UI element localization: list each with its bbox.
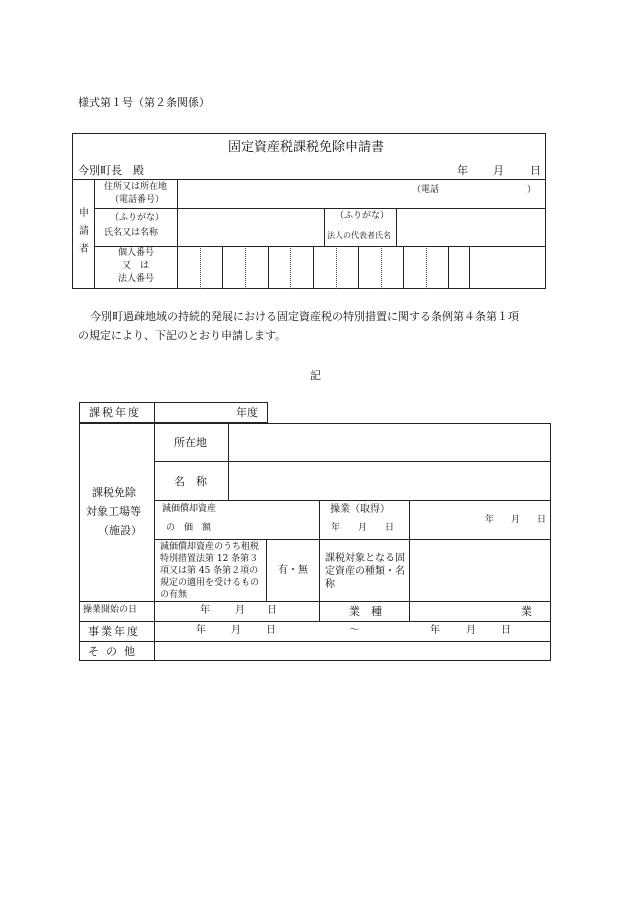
body-text-1: 今別町過疎地域の持続的発展における固定資産税の特別措置に関する条例第４条第１項: [90, 310, 519, 323]
divider: [228, 423, 229, 501]
facility-label-1: 課税免除: [92, 486, 136, 499]
id-digit-sep: [268, 246, 269, 289]
name-label: 氏名又は名称: [104, 228, 159, 238]
id-digit-sep: [200, 246, 201, 289]
divider: [324, 208, 325, 246]
id-digit-sep: [336, 246, 337, 289]
divider: [79, 601, 551, 602]
phone-close: ）: [527, 185, 537, 195]
operation-day: 日: [537, 515, 547, 525]
start-date-label: 操業開始の日: [83, 605, 138, 615]
other-label: その他: [88, 645, 142, 658]
applicant-label-1: 申: [79, 208, 89, 219]
divider: [396, 208, 397, 246]
name-label: 名 称: [174, 475, 207, 488]
id-digit-sep: [448, 246, 449, 289]
tax-year-unit: 年度: [236, 406, 258, 419]
id-digit-sep: [222, 246, 223, 289]
asset-type-label: 課税対象となる固定資産の種類・名称: [325, 553, 405, 590]
applicant-label-3: 者: [79, 244, 89, 255]
id-digit-sep: [381, 246, 382, 289]
operation-ymd: 年 月 日: [331, 523, 395, 533]
divider: [409, 500, 410, 621]
id-digit-sep: [313, 246, 314, 289]
corp-rep-label: 法人の代表者氏名: [327, 231, 391, 240]
business-year-start-month: 月: [231, 625, 241, 636]
divider: [154, 539, 551, 540]
divider: [94, 208, 546, 209]
depreciable-label-1: 減価償却資産: [162, 504, 217, 514]
divider: [154, 500, 551, 501]
id-label-2: 又 は: [122, 261, 150, 271]
date-day-label: 日: [530, 164, 541, 177]
divider: [79, 621, 551, 622]
tax-year-label: 課税年度: [89, 406, 141, 419]
ki-label: 記: [310, 369, 321, 382]
operation-label: 操業（取得）: [330, 504, 390, 515]
id-label-3: 法人番号: [118, 274, 155, 284]
business-year-start-year: 年: [196, 625, 206, 636]
phone-number-label: （電話番号）: [110, 195, 165, 205]
divider: [319, 500, 320, 621]
form-number: 様式第１号（第２条関係）: [78, 96, 210, 109]
divider: [72, 179, 546, 180]
id-digit-sep: [426, 246, 427, 289]
industry-unit: 業: [521, 605, 532, 618]
id-digit-sep: [290, 246, 291, 289]
body-text-2: の規定により、下記のとおり申請します。: [78, 329, 287, 342]
addressee: 今別町長 殿: [78, 164, 144, 177]
industry-label: 業 種: [349, 605, 382, 618]
phone-open: （電話: [412, 185, 440, 195]
business-year-label: 事業年度: [88, 625, 140, 638]
start-month: 月: [235, 605, 245, 616]
furigana-label: （ふりがな）: [110, 213, 165, 223]
start-day: 日: [267, 605, 277, 616]
business-year-end-month: 月: [466, 625, 476, 636]
id-digit-sep: [358, 246, 359, 289]
divider: [154, 461, 551, 462]
business-year-tilde: ～: [349, 625, 359, 636]
address-label: 住所又は所在地: [104, 182, 168, 192]
id-digit-sep: [245, 246, 246, 289]
date-month-label: 月: [493, 164, 504, 177]
business-year-end-day: 日: [501, 625, 511, 636]
facility-label-3: （施設）: [98, 524, 142, 537]
yes-no: 有・無: [278, 565, 308, 576]
divider: [94, 179, 95, 289]
divider: [177, 179, 178, 289]
date-year-label: 年: [457, 164, 468, 177]
divider: [94, 246, 546, 247]
divider: [154, 402, 155, 423]
start-year: 年: [200, 605, 210, 616]
business-year-end-year: 年: [430, 625, 440, 636]
divider: [79, 641, 551, 642]
business-year-start-day: 日: [266, 625, 276, 636]
location-label: 所在地: [174, 436, 207, 449]
id-label-1: 個人番号: [118, 248, 155, 258]
form-title: 固定資産税課税免除申請書: [228, 140, 385, 155]
operation-year: 年: [485, 515, 495, 525]
divider: [266, 539, 267, 601]
operation-month: 月: [511, 515, 521, 525]
special-measure-text: 減価償却資産のうち租税特別措置法第 12 条第３項又は第 45 条第２項の規定の適用を受けるものの有無: [160, 542, 260, 600]
applicant-label-2: 請: [79, 226, 89, 237]
facility-label-2: 対象工場等: [86, 505, 141, 518]
corp-furigana-label: （ふりがな）: [335, 211, 390, 221]
id-digit-sep: [403, 246, 404, 289]
divider: [154, 423, 155, 661]
id-digit-sep: [469, 246, 470, 289]
depreciable-label-2: の 価 額: [166, 523, 212, 533]
details-table: [79, 423, 551, 661]
